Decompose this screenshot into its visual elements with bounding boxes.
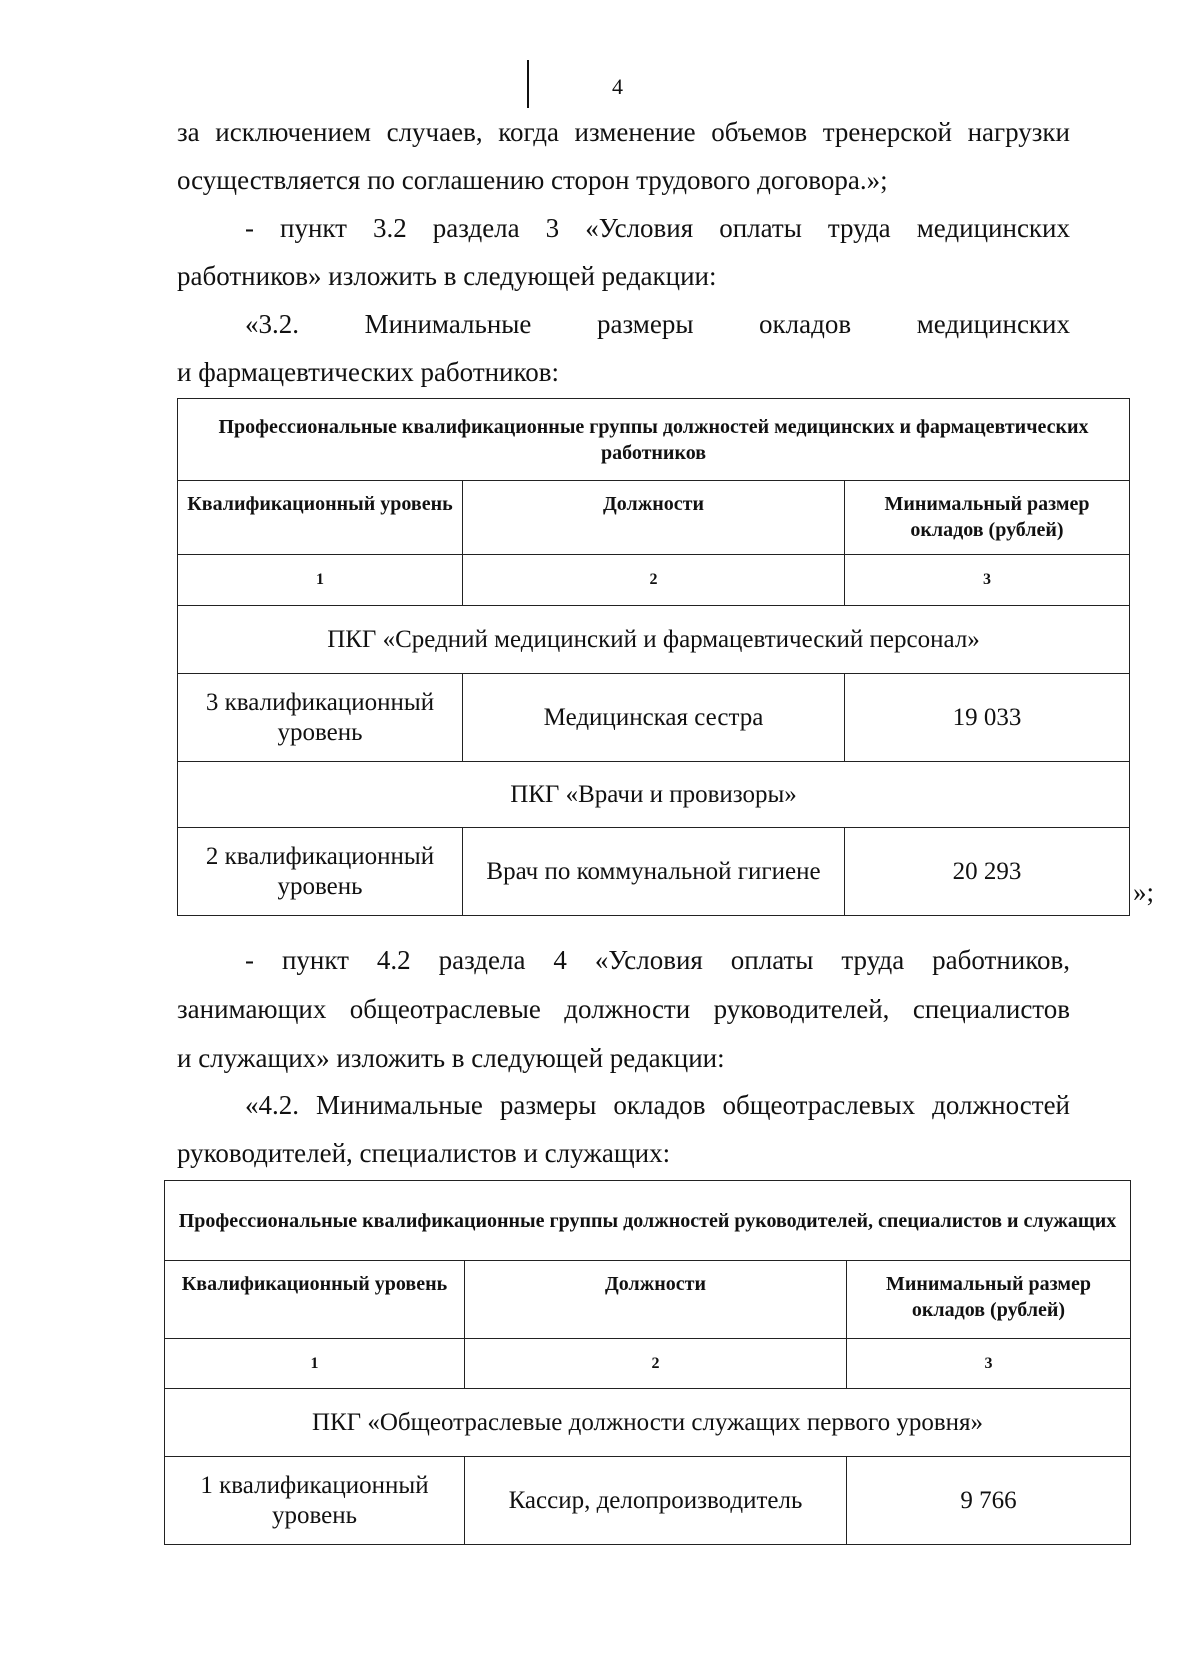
column-header: Минимальный размер окладов (рублей): [845, 481, 1130, 555]
paragraph-line: - пункт 3.2 раздела 3 «Условия оплаты труда медицинских: [245, 213, 1070, 243]
column-header: Должности: [463, 481, 845, 555]
margin-bar: [527, 60, 529, 108]
level-cell: 3 квалификационный уровень: [178, 674, 463, 762]
salary-cell: 20 293: [845, 828, 1130, 916]
paragraph-line: занимающих общеотраслевые должности руководителей, специалистов: [177, 994, 1070, 1024]
page-number: 4: [612, 74, 623, 99]
salary-cell: 9 766: [847, 1457, 1131, 1545]
paragraph-line: «3.2. Минимальные размеры окладов медицинских: [245, 309, 1070, 339]
paragraph-line: и фармацевтических работников:: [177, 357, 560, 387]
paragraph-line: работников» изложить в следующей редакции:: [177, 261, 717, 291]
column-header: Минимальный размер окладов (рублей): [847, 1261, 1131, 1339]
paragraph-line: - пункт 4.2 раздела 4 «Условия оплаты труда работников,: [245, 945, 1070, 975]
salary-cell: 19 033: [845, 674, 1130, 762]
paragraph-line: руководителей, специалистов и служащих:: [177, 1138, 671, 1168]
paragraph-line: «4.2. Минимальные размеры окладов общеотраслевых должностей: [245, 1090, 1070, 1120]
column-header: Квалификационный уровень: [178, 481, 463, 555]
column-number: 1: [178, 555, 463, 606]
paragraph-line: за исключением случаев, когда изменение объемов тренерской нагрузки: [177, 117, 1070, 147]
paragraph-line: и служащих» изложить в следующей редакции:: [177, 1043, 725, 1073]
table-medical-salaries: [177, 398, 1130, 916]
column-number: 3: [847, 1339, 1131, 1389]
column-number: 3: [845, 555, 1130, 606]
column-number: 1: [165, 1339, 465, 1389]
column-number: 2: [463, 555, 845, 606]
group-row: ПКГ «Общеотраслевые должности служащих первого уровня»: [165, 1389, 1131, 1457]
table-title: Профессиональные квалификационные группы должностей руководителей, специалистов и служащих: [165, 1181, 1131, 1261]
column-header: Квалификационный уровень: [165, 1261, 465, 1339]
position-cell: Врач по коммунальной гигиене: [463, 828, 845, 916]
level-cell: 1 квалификационный уровень: [165, 1457, 465, 1545]
level-cell: 2 квалификационный уровень: [178, 828, 463, 916]
position-cell: Кассир, делопроизводитель: [465, 1457, 847, 1545]
table-general-salaries: [164, 1180, 1131, 1545]
table-title: Профессиональные квалификационные группы должностей медицинских и фармацевтических работников: [178, 399, 1130, 481]
paragraph-line: осуществляется по соглашению сторон трудового договора.»;: [177, 165, 888, 195]
group-row: ПКГ «Врачи и провизоры»: [178, 762, 1130, 828]
closing-quote: »;: [1133, 877, 1155, 907]
group-row: ПКГ «Средний медицинский и фармацевтический персонал»: [178, 606, 1130, 674]
column-header: Должности: [465, 1261, 847, 1339]
position-cell: Медицинская сестра: [463, 674, 845, 762]
column-number: 2: [465, 1339, 847, 1389]
